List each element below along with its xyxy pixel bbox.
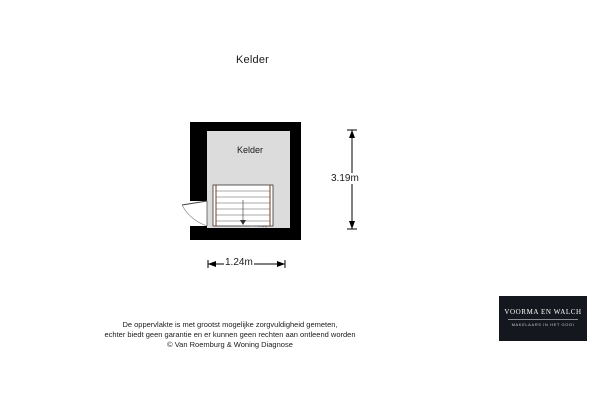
- staircase: [213, 185, 273, 226]
- logo-name: VOORMA EN WALCH: [504, 308, 582, 316]
- disclaimer-line: echter biedt geen garantie en er kunnen geen rechten aan ontleend worden: [104, 330, 356, 339]
- height-dimension-label: 3.19m: [331, 173, 359, 184]
- disclaimer-line: De oppervlakte is met grootst mogelijke zorgvuldigheid gemeten,: [122, 320, 338, 329]
- disclaimer: [20, 320, 440, 350]
- width-dimension-label: 1.24m: [225, 257, 253, 268]
- copyright-line: © Van Roemburg & Woning Diagnose: [167, 340, 293, 349]
- logo-divider: [508, 319, 578, 320]
- logo-tagline: MAKELAARS IN HET GOOI: [511, 322, 575, 327]
- floor-title: Kelder: [236, 54, 269, 66]
- room-label: Kelder: [236, 145, 263, 155]
- agency-logo: [499, 296, 587, 341]
